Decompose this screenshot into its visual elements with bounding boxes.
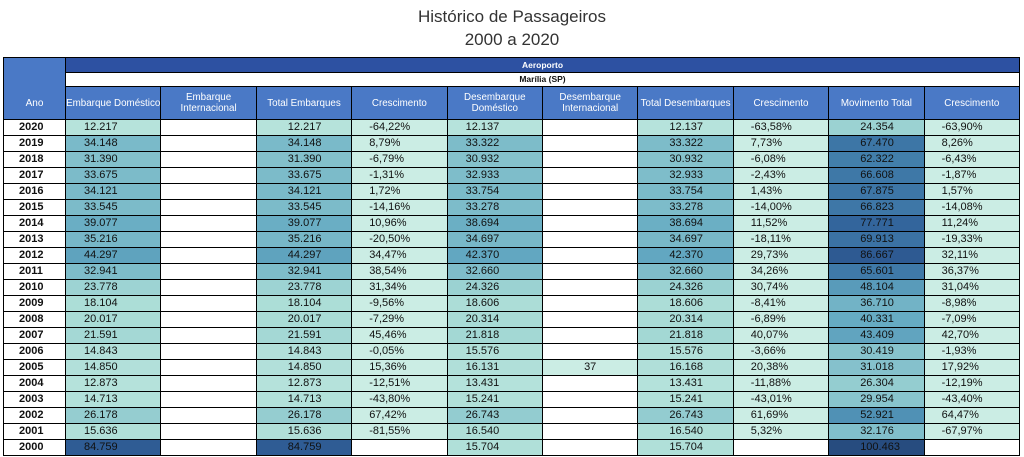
total-embarques-cell: 33.545 <box>257 200 351 215</box>
movimento-total-cell: 48.104 <box>829 280 923 295</box>
desembarque-internacional-cell <box>543 424 637 439</box>
crescimento-desembarques-cell: -2,43% <box>734 168 828 183</box>
crescimento-movimento-cell: 64,47% <box>925 408 1019 423</box>
total-embarques-cell: 84.759 <box>257 440 351 455</box>
crescimento-desembarques-cell <box>734 440 828 455</box>
crescimento-embarques-cell: -7,29% <box>352 312 446 327</box>
column-header-embarque-domestico: Embarque Doméstico <box>66 87 160 119</box>
crescimento-movimento-cell: -1,93% <box>925 344 1019 359</box>
total-desembarques-cell: 18.606 <box>638 296 732 311</box>
total-desembarques-cell: 38.694 <box>638 216 732 231</box>
year-cell: 2018 <box>4 152 65 167</box>
embarque-internacional-cell <box>161 424 255 439</box>
year-cell: 2004 <box>4 376 65 391</box>
desembarque-domestico-cell: 21.818 <box>448 328 542 343</box>
total-desembarques-cell: 33.278 <box>638 200 732 215</box>
crescimento-embarques-cell: -20,50% <box>352 232 446 247</box>
year-cell: 2013 <box>4 232 65 247</box>
crescimento-movimento-cell: -19,33% <box>925 232 1019 247</box>
crescimento-desembarques-cell: 34,26% <box>734 264 828 279</box>
total-embarques-cell: 14.843 <box>257 344 351 359</box>
crescimento-embarques-cell: 38,54% <box>352 264 446 279</box>
chart-subtitle: 2000 a 2020 <box>464 30 560 49</box>
total-desembarques-cell: 34.697 <box>638 232 732 247</box>
embarque-internacional-cell <box>161 120 255 135</box>
desembarque-domestico-cell: 26.743 <box>448 408 542 423</box>
crescimento-movimento-cell: 11,24% <box>925 216 1019 231</box>
embarque-domestico-cell: 31.390 <box>66 152 160 167</box>
embarque-internacional-cell <box>161 408 255 423</box>
embarque-internacional-cell <box>161 136 255 151</box>
crescimento-embarques-cell: 8,79% <box>352 136 446 151</box>
crescimento-movimento-cell: -43,40% <box>925 392 1019 407</box>
total-embarques-cell: 44.297 <box>257 248 351 263</box>
embarque-internacional-cell <box>161 440 255 455</box>
crescimento-movimento-cell: 17,92% <box>925 360 1019 375</box>
crescimento-desembarques-cell: -43,01% <box>734 392 828 407</box>
embarque-domestico-cell: 33.545 <box>66 200 160 215</box>
embarque-domestico-cell: 20.017 <box>66 312 160 327</box>
desembarque-internacional-cell <box>543 136 637 151</box>
desembarque-internacional-cell <box>543 408 637 423</box>
column-group-header: Aeroporto <box>66 58 1019 72</box>
desembarque-internacional-cell <box>543 280 637 295</box>
column-header-crescimento-embarques: Crescimento <box>352 87 446 119</box>
embarque-domestico-cell: 44.297 <box>66 248 160 263</box>
desembarque-internacional-cell <box>543 328 637 343</box>
crescimento-desembarques-cell: 1,43% <box>734 184 828 199</box>
crescimento-desembarques-cell: 11,52% <box>734 216 828 231</box>
desembarque-domestico-cell: 33.278 <box>448 200 542 215</box>
movimento-total-cell: 62.322 <box>829 152 923 167</box>
row-header-label: Ano <box>25 98 44 109</box>
total-embarques-cell: 32.941 <box>257 264 351 279</box>
total-embarques-cell: 33.675 <box>257 168 351 183</box>
movimento-total-cell: 86.667 <box>829 248 923 263</box>
movimento-total-cell: 26.304 <box>829 376 923 391</box>
total-embarques-cell: 34.148 <box>257 136 351 151</box>
total-desembarques-cell: 21.818 <box>638 328 732 343</box>
year-cell: 2017 <box>4 168 65 183</box>
crescimento-desembarques-cell: 40,07% <box>734 328 828 343</box>
column-header-crescimento-desembarques: Crescimento <box>734 87 828 119</box>
desembarque-internacional-cell <box>543 200 637 215</box>
embarque-internacional-cell <box>161 152 255 167</box>
total-desembarques-cell: 33.754 <box>638 184 732 199</box>
crescimento-embarques-cell: -9,56% <box>352 296 446 311</box>
crescimento-embarques-cell: 31,34% <box>352 280 446 295</box>
total-embarques-cell: 34.121 <box>257 184 351 199</box>
column-subgroup-header: Marília (SP) <box>66 73 1019 86</box>
desembarque-domestico-cell: 13.431 <box>448 376 542 391</box>
desembarque-internacional-cell <box>543 216 637 231</box>
desembarque-domestico-cell: 18.606 <box>448 296 542 311</box>
crescimento-embarques-cell: -12,51% <box>352 376 446 391</box>
data-table <box>3 57 1020 456</box>
desembarque-internacional-cell <box>543 344 637 359</box>
desembarque-domestico-cell: 34.697 <box>448 232 542 247</box>
desembarque-domestico-cell: 30.932 <box>448 152 542 167</box>
crescimento-embarques-cell: -0,05% <box>352 344 446 359</box>
crescimento-movimento-cell: 42,70% <box>925 328 1019 343</box>
desembarque-internacional-cell <box>543 392 637 407</box>
crescimento-desembarques-cell: 20,38% <box>734 360 828 375</box>
movimento-total-cell: 31.018 <box>829 360 923 375</box>
movimento-total-cell: 24.354 <box>829 120 923 135</box>
crescimento-movimento-cell: -14,08% <box>925 200 1019 215</box>
desembarque-domestico-cell: 15.704 <box>448 440 542 455</box>
year-cell: 2002 <box>4 408 65 423</box>
total-embarques-cell: 14.850 <box>257 360 351 375</box>
embarque-domestico-cell: 39.077 <box>66 216 160 231</box>
total-desembarques-cell: 32.933 <box>638 168 732 183</box>
total-desembarques-cell: 42.370 <box>638 248 732 263</box>
crescimento-desembarques-cell: 30,74% <box>734 280 828 295</box>
total-embarques-cell: 15.636 <box>257 424 351 439</box>
total-embarques-cell: 35.216 <box>257 232 351 247</box>
crescimento-movimento-cell: 8,26% <box>925 136 1019 151</box>
desembarque-domestico-cell: 16.540 <box>448 424 542 439</box>
crescimento-embarques-cell: -1,31% <box>352 168 446 183</box>
year-cell: 2019 <box>4 136 65 151</box>
movimento-total-cell: 30.419 <box>829 344 923 359</box>
embarque-internacional-cell <box>161 248 255 263</box>
total-embarques-cell: 18.104 <box>257 296 351 311</box>
embarque-internacional-cell <box>161 392 255 407</box>
year-cell: 2008 <box>4 312 65 327</box>
desembarque-internacional-cell <box>543 184 637 199</box>
total-desembarques-cell: 16.540 <box>638 424 732 439</box>
crescimento-desembarques-cell: -6,89% <box>734 312 828 327</box>
embarque-internacional-cell <box>161 232 255 247</box>
movimento-total-cell: 29.954 <box>829 392 923 407</box>
column-header-movimento-total: Movimento Total <box>829 87 923 119</box>
total-desembarques-cell: 12.137 <box>638 120 732 135</box>
total-desembarques-cell: 24.326 <box>638 280 732 295</box>
crescimento-embarques-cell: 45,46% <box>352 328 446 343</box>
crescimento-embarques-cell: -64,22% <box>352 120 446 135</box>
embarque-internacional-cell <box>161 376 255 391</box>
total-embarques-cell: 26.178 <box>257 408 351 423</box>
crescimento-embarques-cell: -14,16% <box>352 200 446 215</box>
column-header-total-desembarques: Total Desembarques <box>638 87 732 119</box>
year-cell: 2000 <box>4 440 65 455</box>
crescimento-movimento-cell <box>925 440 1019 455</box>
embarque-internacional-cell <box>161 184 255 199</box>
movimento-total-cell: 66.608 <box>829 168 923 183</box>
crescimento-desembarques-cell: 7,73% <box>734 136 828 151</box>
total-desembarques-cell: 13.431 <box>638 376 732 391</box>
year-cell: 2012 <box>4 248 65 263</box>
crescimento-desembarques-cell: -8,41% <box>734 296 828 311</box>
embarque-domestico-cell: 14.843 <box>66 344 160 359</box>
embarque-domestico-cell: 18.104 <box>66 296 160 311</box>
desembarque-internacional-cell <box>543 312 637 327</box>
embarque-internacional-cell <box>161 280 255 295</box>
desembarque-internacional-cell <box>543 440 637 455</box>
total-embarques-cell: 14.713 <box>257 392 351 407</box>
year-cell: 2010 <box>4 280 65 295</box>
crescimento-embarques-cell: 34,47% <box>352 248 446 263</box>
year-cell: 2009 <box>4 296 65 311</box>
total-embarques-cell: 21.591 <box>257 328 351 343</box>
embarque-domestico-cell: 26.178 <box>66 408 160 423</box>
row-header-ano <box>4 58 65 119</box>
embarque-internacional-cell <box>161 264 255 279</box>
desembarque-domestico-cell: 33.322 <box>448 136 542 151</box>
embarque-domestico-cell: 12.217 <box>66 120 160 135</box>
total-embarques-cell: 39.077 <box>257 216 351 231</box>
movimento-total-cell: 77.771 <box>829 216 923 231</box>
total-embarques-cell: 12.217 <box>257 120 351 135</box>
movimento-total-cell: 36.710 <box>829 296 923 311</box>
crescimento-movimento-cell: 31,04% <box>925 280 1019 295</box>
desembarque-internacional-cell <box>543 168 637 183</box>
embarque-domestico-cell: 33.675 <box>66 168 160 183</box>
year-cell: 2014 <box>4 216 65 231</box>
crescimento-embarques-cell: 15,36% <box>352 360 446 375</box>
embarque-domestico-cell: 14.850 <box>66 360 160 375</box>
desembarque-domestico-cell: 16.131 <box>448 360 542 375</box>
embarque-internacional-cell <box>161 344 255 359</box>
desembarque-internacional-cell: 37 <box>543 360 637 375</box>
crescimento-embarques-cell <box>352 440 446 455</box>
movimento-total-cell: 40.331 <box>829 312 923 327</box>
crescimento-movimento-cell: -1,87% <box>925 168 1019 183</box>
year-cell: 2005 <box>4 360 65 375</box>
crescimento-desembarques-cell: -18,11% <box>734 232 828 247</box>
desembarque-internacional-cell <box>543 264 637 279</box>
desembarque-internacional-cell <box>543 152 637 167</box>
crescimento-desembarques-cell: 29,73% <box>734 248 828 263</box>
crescimento-desembarques-cell: -14,00% <box>734 200 828 215</box>
crescimento-movimento-cell: -6,43% <box>925 152 1019 167</box>
total-desembarques-cell: 16.168 <box>638 360 732 375</box>
year-cell: 2003 <box>4 392 65 407</box>
movimento-total-cell: 52.921 <box>829 408 923 423</box>
desembarque-internacional-cell <box>543 248 637 263</box>
total-desembarques-cell: 15.576 <box>638 344 732 359</box>
crescimento-embarques-cell: -43,80% <box>352 392 446 407</box>
crescimento-desembarques-cell: -63,58% <box>734 120 828 135</box>
desembarque-domestico-cell: 33.754 <box>448 184 542 199</box>
embarque-domestico-cell: 84.759 <box>66 440 160 455</box>
embarque-domestico-cell: 21.591 <box>66 328 160 343</box>
embarque-domestico-cell: 12.873 <box>66 376 160 391</box>
total-embarques-cell: 12.873 <box>257 376 351 391</box>
total-desembarques-cell: 15.241 <box>638 392 732 407</box>
crescimento-embarques-cell: -6,79% <box>352 152 446 167</box>
total-desembarques-cell: 32.660 <box>638 264 732 279</box>
column-header-desembarque-domestico: Desembarque Doméstico <box>448 87 542 119</box>
desembarque-domestico-cell: 32.933 <box>448 168 542 183</box>
chart-title: Histórico de Passageiros <box>417 7 607 26</box>
total-desembarques-cell: 20.314 <box>638 312 732 327</box>
crescimento-embarques-cell: 1,72% <box>352 184 446 199</box>
desembarque-domestico-cell: 12.137 <box>448 120 542 135</box>
crescimento-movimento-cell: -63,90% <box>925 120 1019 135</box>
embarque-domestico-cell: 34.121 <box>66 184 160 199</box>
year-cell: 2011 <box>4 264 65 279</box>
embarque-internacional-cell <box>161 328 255 343</box>
embarque-domestico-cell: 35.216 <box>66 232 160 247</box>
total-desembarques-cell: 26.743 <box>638 408 732 423</box>
column-header-embarque-internacional: Embarque Internacional <box>161 87 255 119</box>
year-cell: 2016 <box>4 184 65 199</box>
desembarque-domestico-cell: 38.694 <box>448 216 542 231</box>
crescimento-desembarques-cell: 5,32% <box>734 424 828 439</box>
movimento-total-cell: 69.913 <box>829 232 923 247</box>
total-embarques-cell: 23.778 <box>257 280 351 295</box>
total-embarques-cell: 20.017 <box>257 312 351 327</box>
embarque-internacional-cell <box>161 168 255 183</box>
desembarque-domestico-cell: 32.660 <box>448 264 542 279</box>
desembarque-internacional-cell <box>543 232 637 247</box>
column-header-desembarque-internacional: Desembarque Internacional <box>543 87 637 119</box>
crescimento-embarques-cell: 67,42% <box>352 408 446 423</box>
column-header-crescimento-movimento: Crescimento <box>925 87 1019 119</box>
total-embarques-cell: 31.390 <box>257 152 351 167</box>
movimento-total-cell: 65.601 <box>829 264 923 279</box>
movimento-total-cell: 67.470 <box>829 136 923 151</box>
crescimento-desembarques-cell: -11,88% <box>734 376 828 391</box>
crescimento-desembarques-cell: -6,08% <box>734 152 828 167</box>
crescimento-movimento-cell: -12,19% <box>925 376 1019 391</box>
year-cell: 2001 <box>4 424 65 439</box>
year-cell: 2007 <box>4 328 65 343</box>
desembarque-internacional-cell <box>543 296 637 311</box>
desembarque-domestico-cell: 15.576 <box>448 344 542 359</box>
desembarque-internacional-cell <box>543 120 637 135</box>
embarque-domestico-cell: 34.148 <box>66 136 160 151</box>
embarque-domestico-cell: 15.636 <box>66 424 160 439</box>
crescimento-movimento-cell: 1,57% <box>925 184 1019 199</box>
crescimento-movimento-cell: -67,97% <box>925 424 1019 439</box>
desembarque-internacional-cell <box>543 376 637 391</box>
movimento-total-cell: 66.823 <box>829 200 923 215</box>
embarque-domestico-cell: 32.941 <box>66 264 160 279</box>
desembarque-domestico-cell: 20.314 <box>448 312 542 327</box>
crescimento-movimento-cell: 36,37% <box>925 264 1019 279</box>
movimento-total-cell: 67.875 <box>829 184 923 199</box>
embarque-internacional-cell <box>161 216 255 231</box>
embarque-internacional-cell <box>161 200 255 215</box>
embarque-internacional-cell <box>161 360 255 375</box>
embarque-domestico-cell: 23.778 <box>66 280 160 295</box>
year-cell: 2006 <box>4 344 65 359</box>
movimento-total-cell: 100.463 <box>829 440 923 455</box>
crescimento-embarques-cell: 10,96% <box>352 216 446 231</box>
total-desembarques-cell: 30.932 <box>638 152 732 167</box>
embarque-domestico-cell: 14.713 <box>66 392 160 407</box>
desembarque-domestico-cell: 42.370 <box>448 248 542 263</box>
crescimento-movimento-cell: -8,98% <box>925 296 1019 311</box>
desembarque-domestico-cell: 24.326 <box>448 280 542 295</box>
embarque-internacional-cell <box>161 312 255 327</box>
column-header-total-embarques: Total Embarques <box>257 87 351 119</box>
embarque-internacional-cell <box>161 296 255 311</box>
movimento-total-cell: 32.176 <box>829 424 923 439</box>
movimento-total-cell: 43.409 <box>829 328 923 343</box>
crescimento-movimento-cell: 32,11% <box>925 248 1019 263</box>
year-cell: 2015 <box>4 200 65 215</box>
year-cell: 2020 <box>4 120 65 135</box>
crescimento-embarques-cell: -81,55% <box>352 424 446 439</box>
crescimento-desembarques-cell: -3,66% <box>734 344 828 359</box>
crescimento-movimento-cell: -7,09% <box>925 312 1019 327</box>
total-desembarques-cell: 33.322 <box>638 136 732 151</box>
desembarque-domestico-cell: 15.241 <box>448 392 542 407</box>
crescimento-desembarques-cell: 61,69% <box>734 408 828 423</box>
total-desembarques-cell: 15.704 <box>638 440 732 455</box>
